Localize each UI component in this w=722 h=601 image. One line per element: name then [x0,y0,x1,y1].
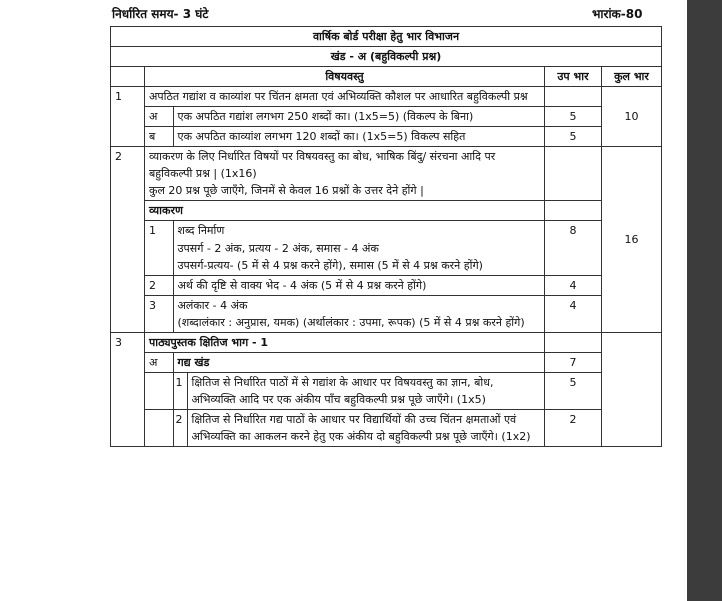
column-header-total-marks: कुल भार [602,67,662,87]
q2-item2-row [111,275,662,295]
q3-item1-cell [145,372,545,409]
q3-item2-indent [145,410,173,446]
q2-item1-content [173,221,544,274]
q2-item1-title: शब्द निर्माण [177,224,225,238]
q1-part-b-label: ब [145,127,173,146]
q2-item2-marks: 4 [545,275,602,295]
q1-part-a-label: अ [145,107,173,126]
q2-number: 2 [111,147,145,332]
marks-distribution-table [110,26,662,447]
q3-item2-marks: 2 [545,409,602,446]
q3-item1-row [111,372,662,409]
q1-text: अपठित गद्यांश व काव्यांश पर चिंतन क्षमता एवं अभिव्यक्ति कौशल पर आधारित बहुविकल्पी प्रश्न [145,87,545,107]
q3-sub-marks [545,332,602,352]
q2-row [111,147,662,201]
q2-sub-marks [545,147,602,201]
q1-part-b-marks: 5 [545,127,602,147]
q2-item2-title: अर्थ की दृष्टि से वाक्य भेद - 4 अंक (5 में से 4 प्रश्न करने होंगे) [177,278,427,292]
q3-item1-indent [145,373,173,409]
q3-sub-label: अ [145,353,173,372]
q2-total-marks: 16 [602,147,662,332]
q3-sub-heading-marks: 7 [545,352,602,372]
q3-sub-title: गद्य खंड [177,355,210,369]
q3-item2-number: 2 [173,410,187,446]
q2-item1-row [111,221,662,275]
q1-part-b-cell [145,127,545,147]
q2-item1-marks: 8 [545,221,602,275]
q1-part-b-text: एक अपठित काव्यांश लगभग 120 शब्दों का। (1x5=5) विकल्प सहित [177,130,466,144]
q2-text-line2: कुल 20 प्रश्न पूछे जाएँगे, जिनमें से केवल 16 प्रश्नों के उत्तर देने होंगे | [149,184,424,198]
q3-item2-text: क्षितिज से निर्धारित गद्य पाठों के आधार पर विद्यार्थियों की उच्च चिंतन क्षमताओं एवं अभिव्यक्ति का आकलन करने हेतु एक अंकीय दो बहुविकल्पी प्रश्न पूछे जाएँगे। (1x2) [191,412,531,443]
q2-item1-line2: उपसर्ग-प्रत्यय- (5 में से 4 प्रश्न करने होंगे), समास (5 में से 4 प्रश्न करने होंगे) [177,258,483,272]
q2-text-cell [145,147,545,201]
total-marks: भारांक-80 [592,7,643,21]
q1-total-marks: 10 [602,87,662,147]
q2-text-line1: व्याकरण के लिए निर्धारित विषयों पर विषयवस्तु का बोध, भाषिक बिंदु/ संरचना आदि पर बहुविकल्पी प्रश्न | (1x16) [149,150,496,181]
q2-item1-cell [145,221,545,275]
q2-item3-cell [145,295,545,332]
column-header-sub-marks: उप भार [545,67,602,87]
q3-sub-heading-cell [145,352,545,372]
q1-part-a-row [111,107,662,127]
q1-part-a-marks: 5 [545,107,602,127]
column-header-row [111,67,662,87]
column-header-num [111,67,145,87]
q3-item2-row [111,409,662,446]
q2-item3-marks: 4 [545,295,602,332]
q3-item1-marks: 5 [545,372,602,409]
q3-item2-cell [145,409,545,446]
q3-title: पाठ्यपुस्तक क्षितिज भाग - 1 [145,332,545,352]
q2-item3-line1: (शब्दालंकार : अनुप्रास, यमक) (अर्थालंकार : उपमा, रूपक) (5 में से 4 प्रश्न करने होंगे) [177,315,525,329]
q1-number: 1 [111,87,145,147]
q1-part-a-text: एक अपठित गद्यांश लगभग 250 शब्दों का। (1x5=5) (विकल्प के बिना) [177,110,474,124]
table-title: वार्षिक बोर्ड परीक्षा हेतु भार विभाजन [111,27,662,47]
q1-part-b-row [111,127,662,147]
section-title: खंड - अ (बहुविकल्पी प्रश्न) [111,47,662,67]
q3-item1-number: 1 [173,373,187,409]
q2-item2-cell [145,275,545,295]
column-header-content: विषयवस्तु [145,67,545,87]
table-title-row [111,27,662,47]
q3-row [111,332,662,352]
q2-item1-number: 1 [145,221,173,274]
q1-row [111,87,662,107]
q3-sub-heading-row [111,352,662,372]
q2-item3-content [173,296,544,332]
q2-grammar-heading-row [111,201,662,221]
q2-item3-title: अलंकार - 4 अंक [177,298,248,312]
q2-item1-line1: उपसर्ग - 2 अंक, प्रत्यय - 2 अंक, समास - 4 अंक [177,241,379,255]
q3-number: 3 [111,332,145,446]
q2-item2-number: 2 [145,276,173,295]
q2-item3-row [111,295,662,332]
q2-item3-number: 3 [145,296,173,332]
q3-total-marks [602,332,662,446]
q3-item1-text: क्षितिज से निर्धारित पाठों में से गद्यांश के आधार पर विषयवस्तु का ज्ञान, बोध, अभिव्यक्ति आदि पर एक अंकीय पाँच बहुविकल्पी प्रश्न पूछे जाएँगे। (1x5) [191,375,494,406]
q1-sub-marks [545,87,602,107]
q1-part-a-cell [145,107,545,127]
section-title-row [111,47,662,67]
q2-grammar-heading: व्याकरण [145,201,545,221]
time-allowed: निर्धारित समय- 3 घंटे [112,7,209,21]
q2-grammar-heading-marks [545,201,602,221]
